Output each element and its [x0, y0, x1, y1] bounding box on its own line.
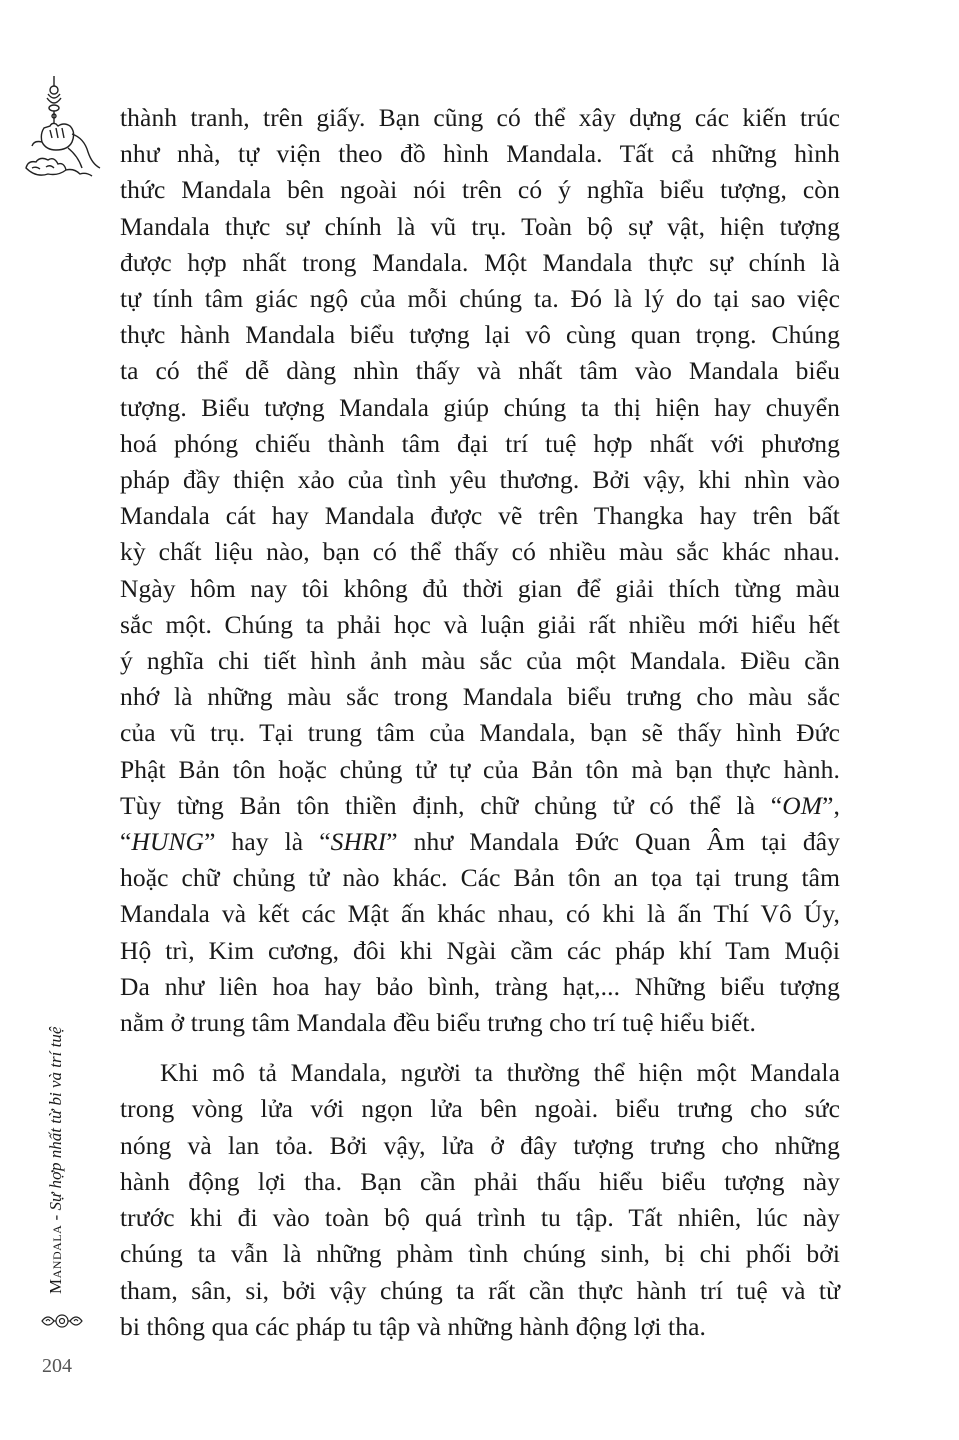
text-line: ta có thể dễ dàng nhìn thấy và nhất tâm vào Mandala biểu [120, 356, 840, 386]
text-line: Ngày hôm nay tôi không đủ thời gian để giải thích từng màu [120, 573, 840, 603]
text-line: tham, sân, si, bởi vậy chúng ta rất cần thực hành trí tuệ và từ [120, 1275, 840, 1305]
text-line: nhớ là những màu sắc trong Mandala biểu trưng cho màu sắc [120, 682, 840, 712]
text-line: nằm ở trung tâm Mandala đều biểu trưng cho trí tuệ hiểu biết. [120, 1008, 757, 1038]
text-line: thức Mandala bên ngoài nói trên có ý nghĩa biểu tượng, còn [120, 175, 840, 205]
lotus-knot-icon [40, 1310, 84, 1332]
text-line: trong vòng lửa với ngọn lửa bên ngoài. biểu trưng cho sức [120, 1094, 840, 1124]
text-line: Khi mô tả Mandala, người ta thường thể hiện một Mandala [160, 1058, 840, 1088]
text-line: thành tranh, trên giấy. Bạn cũng có thể xây dựng các kiến trúc [120, 103, 840, 132]
text-line [120, 788, 840, 824]
text-line: tự tính tâm giác ngộ của mỗi chúng ta. Đó là lý do tại sao việc [120, 284, 840, 314]
text-line: Mandala cát hay Mandala được vẽ trên Thangka hay trên bất [120, 501, 840, 531]
syllable-shri: SHRI [330, 827, 387, 857]
text-line: hoá phóng chiếu thành tâm đại trí tuệ hợp nhất với phương [120, 428, 840, 458]
text-fragment: ” như Mandala Đức Quan Âm tại đây [386, 827, 841, 857]
text-line: tượng. Biểu tượng Mandala giúp chúng ta thị hiện hay chuyển [120, 392, 840, 422]
text-line: Phật Bản tôn hoặc chủng tử tự của Bản tôn mà bạn thực hành. [120, 754, 840, 784]
syllable-om: OM [782, 790, 823, 820]
text-fragment: Tùy từng Bản tôn thiền định, chữ chủng tử có thể là “ [120, 790, 783, 820]
text-line: hoặc chữ chủng tử nào khác. Các Bản tôn an tọa tại trung tâm [120, 863, 840, 893]
text-line: hành động lợi tha. Bạn cần phải thấu hiểu biểu tượng này [120, 1166, 840, 1196]
text-line: Hộ trì, Kim cương, đôi khi Ngài cầm các pháp khí Tam Muội [120, 935, 840, 965]
text-line: chúng ta vẫn là những phàm tình chúng sinh, bị chi phối bởi [120, 1239, 840, 1269]
book-subtitle: Sự hợp nhất từ bi và trí tuệ [46, 1026, 65, 1211]
running-title [46, 1027, 66, 1294]
text-line: pháp đầy thiện xảo của tình yêu thương. Bởi vậy, khi nhìn vào [120, 465, 840, 495]
book-title: Mandala [46, 1224, 65, 1294]
text-line: ý nghĩa chi tiết hình ảnh màu sắc của một Mandala. Điều cần [120, 646, 840, 676]
text-fragment: “ [120, 827, 132, 857]
text-line: Mandala và kết các Mật ấn khác nhau, có khi là ấn Thí Vô Úy, [120, 899, 840, 929]
paragraph-1 [120, 100, 840, 1041]
text-line: nóng và lan tỏa. Bởi vậy, lửa ở đây tượng trưng cho những [120, 1130, 840, 1160]
text-line: sắc một. Chúng ta phải học và luận giải rất nhiều mới hiểu hết [120, 609, 840, 639]
text-line: như nhà, tự viện theo đồ hình Mandala. Tất cả những hình [120, 139, 840, 169]
text-line: Da như liên hoa hay bảo bình, tràng hạt,... Những biểu tượng [120, 971, 840, 1001]
text-line: trước khi đi vào toàn bộ quá trình tu tập. Tất nhiên, lúc này [120, 1203, 840, 1233]
text-line [120, 824, 840, 860]
text-fragment: ”, [822, 790, 840, 820]
page-body [120, 100, 840, 1345]
text-line: bi thông qua các pháp tu tập và những hành động lợi tha. [120, 1311, 706, 1341]
text-line: thực hành Mandala biểu tượng lại vô cùng quan trọng. Chúng [120, 320, 840, 350]
text-line: được hợp nhất trong Mandala. Một Mandala thực sự chính là [120, 247, 840, 277]
text-line: Mandala thực sự chính là vũ trụ. Toàn bộ sự vật, hiện tượng [120, 211, 840, 241]
vajra-hand-icon [22, 72, 102, 184]
syllable-hung: HUNG [131, 827, 205, 857]
title-separator: - [46, 1210, 65, 1225]
paragraph-2 [120, 1055, 840, 1345]
text-line: của vũ trụ. Tại trung tâm của Mandala, bạn sẽ thấy hình Đức [120, 718, 840, 748]
text-fragment: ” hay là “ [204, 827, 331, 857]
page-number: 204 [42, 1355, 72, 1377]
text-line: kỳ chất liệu nào, bạn có thể thấy có nhiều màu sắc khác nhau. [120, 537, 840, 567]
